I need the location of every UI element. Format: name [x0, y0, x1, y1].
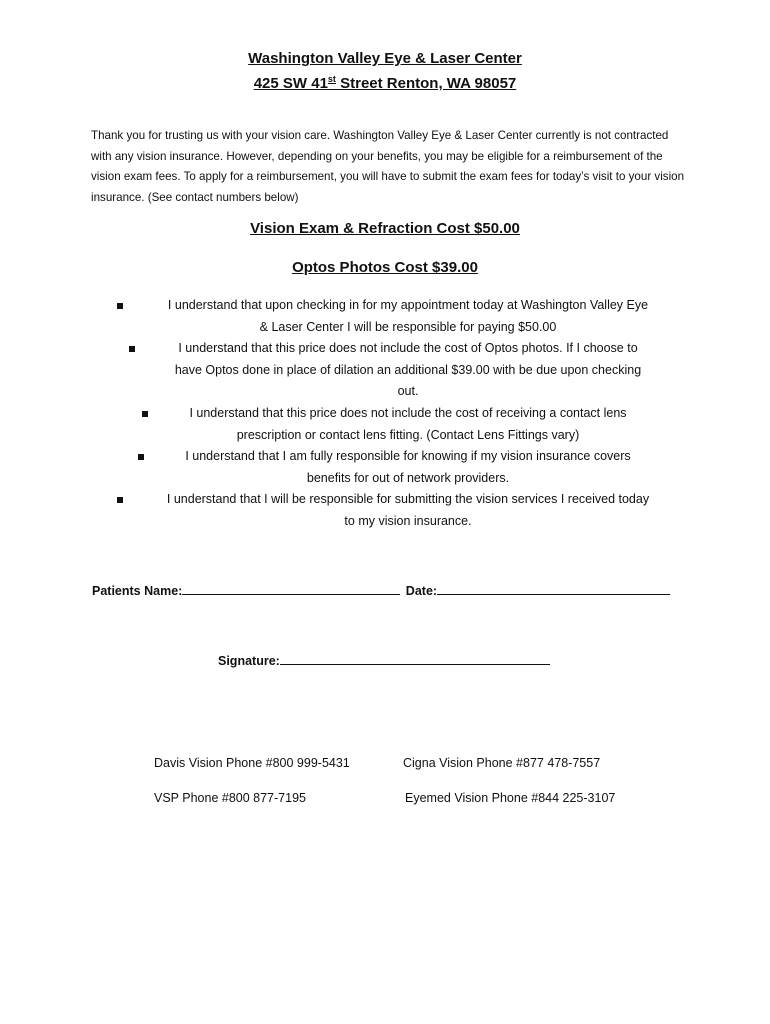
- signature-label: Signature:: [218, 654, 280, 668]
- cigna-vision-contact: Cigna Vision Phone #877 478-7557: [403, 756, 601, 770]
- intro-paragraph: Thank you for trusting us with your vision care. Washington Valley Eye & Laser Center currently is not contracted with any vision insurance. However, depending on your benefits, you may be eligible for a reimbursement of the vision exam fees. To apply for a reimbursement, you will have to submit the exam fees for today’s visit to your vision insurance. (See contact numbers below): [91, 129, 685, 204]
- list-item: I understand that this price does not include the cost of Optos photos. If I choose to have Optos done in place of dilation an additional $39.00 with be due upon checking out.: [0, 338, 770, 403]
- vsp-contact: VSP Phone #800 877-7195: [154, 791, 306, 805]
- signature-row: [218, 652, 550, 668]
- list-item: I understand that I will be responsible for submitting the vision services I received today to my vision insurance.: [0, 489, 770, 532]
- bullet-square-icon: [129, 346, 135, 352]
- patient-name-row: [92, 582, 670, 598]
- bullet-square-icon: [142, 411, 148, 417]
- davis-vision-contact: Davis Vision Phone #800 999-5431: [154, 756, 350, 770]
- acknowledgement-list: [0, 295, 770, 533]
- list-item: I understand that upon checking in for my appointment today at Washington Valley Eye & Laser Center I will be responsible for paying $50.00: [0, 295, 770, 338]
- date-label: Date:: [405, 584, 438, 598]
- bullet-square-icon: [117, 497, 123, 503]
- patient-name-field[interactable]: [182, 582, 400, 595]
- practice-address: 425 SW 41st Street Renton, WA 98057: [253, 74, 517, 92]
- list-item: I understand that I am fully responsible for knowing if my vision insurance covers benefits for out of network providers.: [0, 446, 770, 489]
- bullet-square-icon: [138, 454, 144, 460]
- practice-name: Washington Valley Eye & Laser Center: [248, 50, 522, 67]
- optos-cost-heading: Optos Photos Cost $39.00: [292, 259, 478, 276]
- exam-cost-heading: Vision Exam & Refraction Cost $50.00: [250, 220, 520, 237]
- signature-field[interactable]: [280, 652, 550, 665]
- patient-name-label: Patients Name:: [92, 584, 183, 598]
- list-item: I understand that this price does not include the cost of receiving a contact lens prescription or contact lens fitting. (Contact Lens Fittings vary): [0, 403, 770, 446]
- bullet-square-icon: [117, 303, 123, 309]
- date-field[interactable]: [437, 582, 670, 595]
- letterhead: [0, 48, 770, 94]
- eyemed-contact: Eyemed Vision Phone #844 225-3107: [405, 791, 616, 805]
